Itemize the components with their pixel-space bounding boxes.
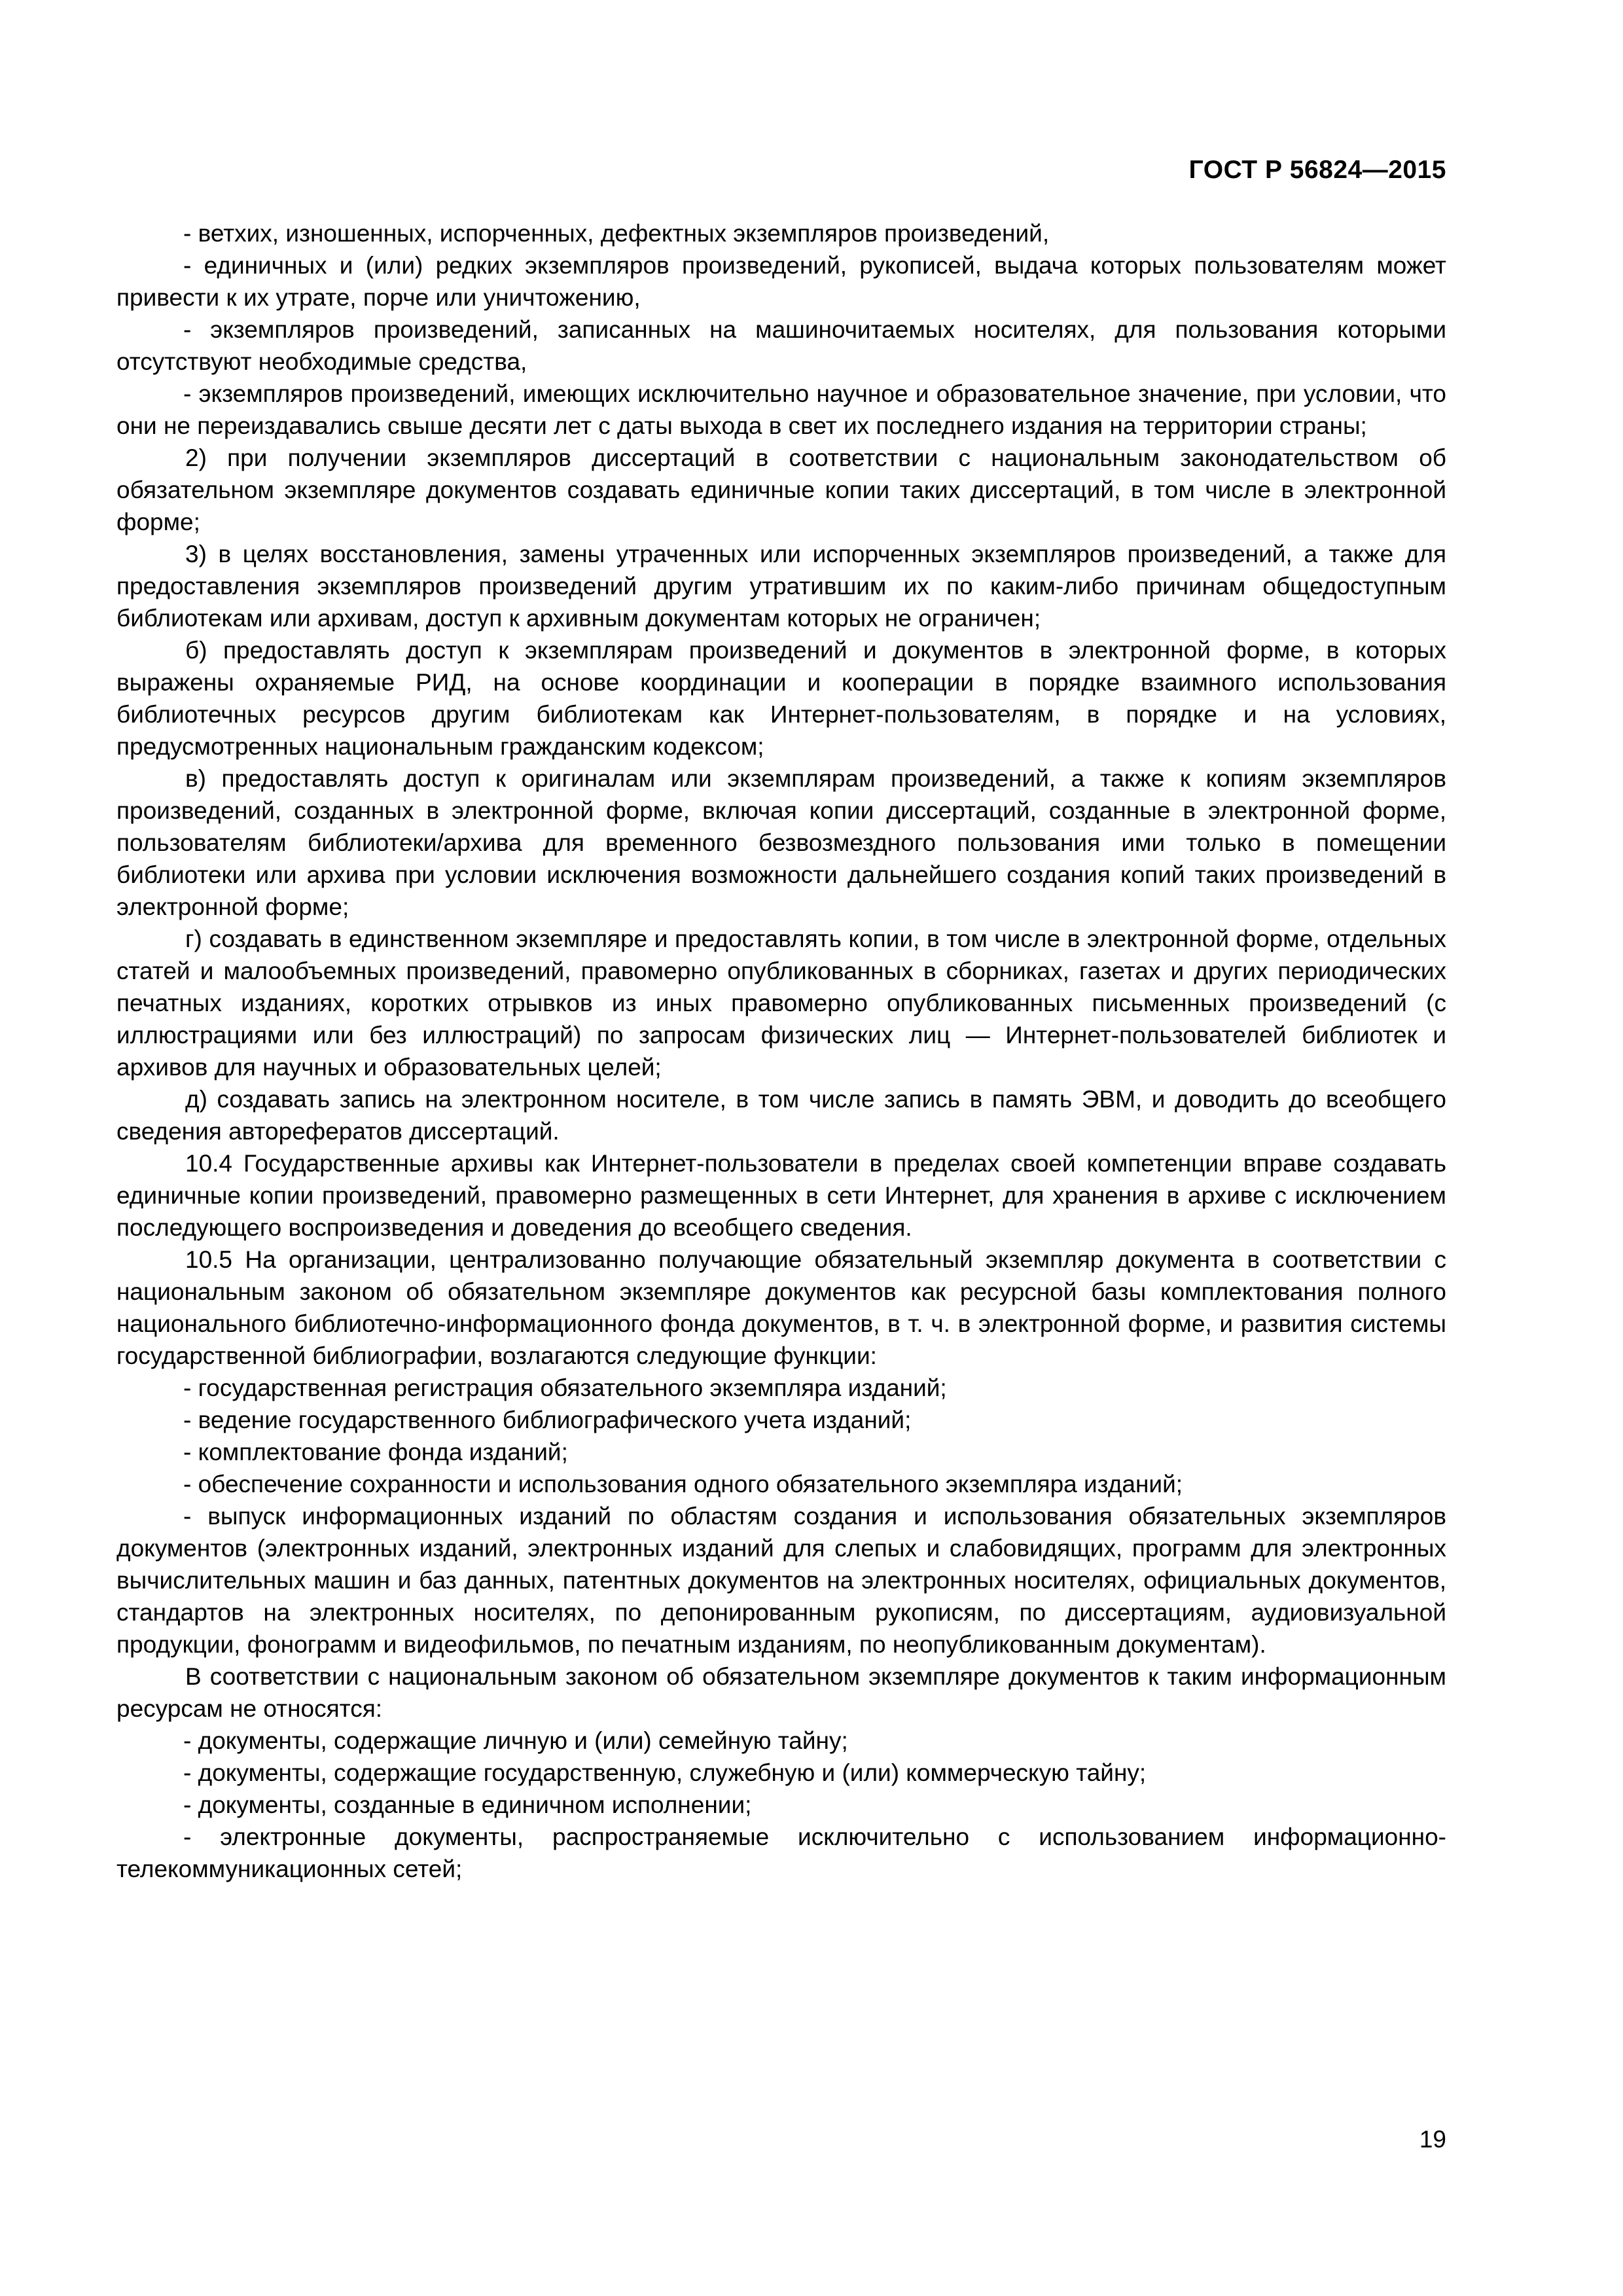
paragraph: В соответствии с национальным законом об обязательном экземпляре документов к таким информационным ресурсам не относятся:: [116, 1663, 1446, 1722]
list-item: - обеспечение сохранности и использования одного обязательного экземпляра изданий;: [183, 1471, 1183, 1498]
list-item: - выпуск информационных изданий по областям создания и использования обязательных экземпляров документов (электронных изданий, электронных изданий для слепых и слабовидящих, программ для электронных вычислительных машин и баз данных, патентных документов на электронных носителях, официальных документов, стандартов на электронных носителях, по депонированным рукописям, по диссертациям, аудиовизуальной продукции, фонограмм и видеофильмов, по печатным изданиям, по неопубликованным документам).: [116, 1503, 1446, 1658]
list-item: - ведение государственного библиографического учета изданий;: [183, 1407, 912, 1433]
section-10-5: 10.5 На организации, централизованно получающие обязательный экземпляр документа в соответствии с национальным законом об обязательном экземпляре документов как ресурсной базы комплектования полного национального библиотечно-информационного фонда документов, в т. ч. в электронной форме, и развития системы государственной библиографии, возлагаются следующие функции:: [116, 1246, 1446, 1369]
document-header-id: ГОСТ Р 56824—2015: [1188, 156, 1446, 184]
paragraph: д) создавать запись на электронном носителе, в том числе запись в память ЭВМ, и доводить до всеобщего сведения авторефератов диссертаций.: [116, 1086, 1446, 1145]
paragraph: в) предоставлять доступ к оригиналам или экземплярам произведений, а также к копиям экземпляров произведений, созданных в электронной форме, включая копии диссертаций, созданные в электронной форме, пользователям библиотеки/архива для временного безвозмездного пользования ими только в помещении библиотеки или архива при условии исключения возможности дальнейшего создания копий таких произведений в электронной форме;: [116, 765, 1446, 920]
list-item: - единичных и (или) редких экземпляров произведений, рукописей, выдача которых пользователям может привести к их утрате, порче или уничтожению,: [116, 252, 1446, 311]
list-item: - документы, содержащие личную и (или) семейную тайну;: [183, 1727, 848, 1754]
paragraph: б) предоставлять доступ к экземплярам произведений и документов в электронной форме, в которых выражены охраняемые РИД, на основе координации и кооперации в порядке взаимного использования библиотечных ресурсов другим библиотекам как Интернет-пользователям, в порядке и на условиях, предусмотренных национальным гражданским кодексом;: [116, 637, 1446, 760]
document-body: [116, 217, 1446, 1885]
list-item: - экземпляров произведений, записанных на машиночитаемых носителях, для пользования которыми отсутствуют необходимые средства,: [116, 316, 1446, 375]
list-item: - экземпляров произведений, имеющих исключительно научное и образовательное значение, при условии, что они не переиздавались свыше десяти лет с даты выхода в свет их последнего издания на территории страны;: [116, 380, 1446, 439]
list-item: - документы, созданные в единичном исполнении;: [183, 1791, 752, 1818]
list-item: - комплектование фонда изданий;: [183, 1439, 568, 1465]
page-number: 19: [1419, 2126, 1446, 2153]
list-item: - ветхих, изношенных, испорченных, дефектных экземпляров произведений,: [183, 220, 1050, 247]
list-item: - документы, содержащие государственную, служебную и (или) коммерческую тайну;: [183, 1759, 1147, 1786]
paragraph: г) создавать в единственном экземпляре и предоставлять копии, в том числе в электронной форме, отдельных статей и малообъемных произведений, правомерно опубликованных в сборниках, газетах и других периодических печатных изданиях, коротких отрывков из иных правомерно опубликованных письменных произведений (с иллюстрациями или без иллюстраций) по запросам физических лиц — Интернет-пользователей библиотек и архивов для научных и образовательных целей;: [116, 925, 1446, 1081]
paragraph: 3) в целях восстановления, замены утраченных или испорченных экземпляров произведений, а также для предоставления экземпляров произведений другим утратившим их по каким-либо причинам общедоступным библиотекам или архивам, доступ к архивным документам которых не ограничен;: [116, 541, 1446, 632]
section-10-4: 10.4 Государственные архивы как Интернет-пользователи в пределах своей компетенции вправе создавать единичные копии произведений, правомерно размещенных в сети Интернет, для хранения в архиве с исключением последующего воспроизведения и доведения до всеобщего сведения.: [116, 1150, 1446, 1241]
list-item: - государственная регистрация обязательного экземпляра изданий;: [183, 1374, 947, 1401]
list-item: - электронные документы, распространяемые исключительно с использованием информационно-телекоммуникационных сетей;: [116, 1823, 1446, 1882]
paragraph: 2) при получении экземпляров диссертаций в соответствии с национальным законодательством об обязательном экземпляре документов создавать единичные копии таких диссертаций, в том числе в электронной форме;: [116, 444, 1446, 535]
